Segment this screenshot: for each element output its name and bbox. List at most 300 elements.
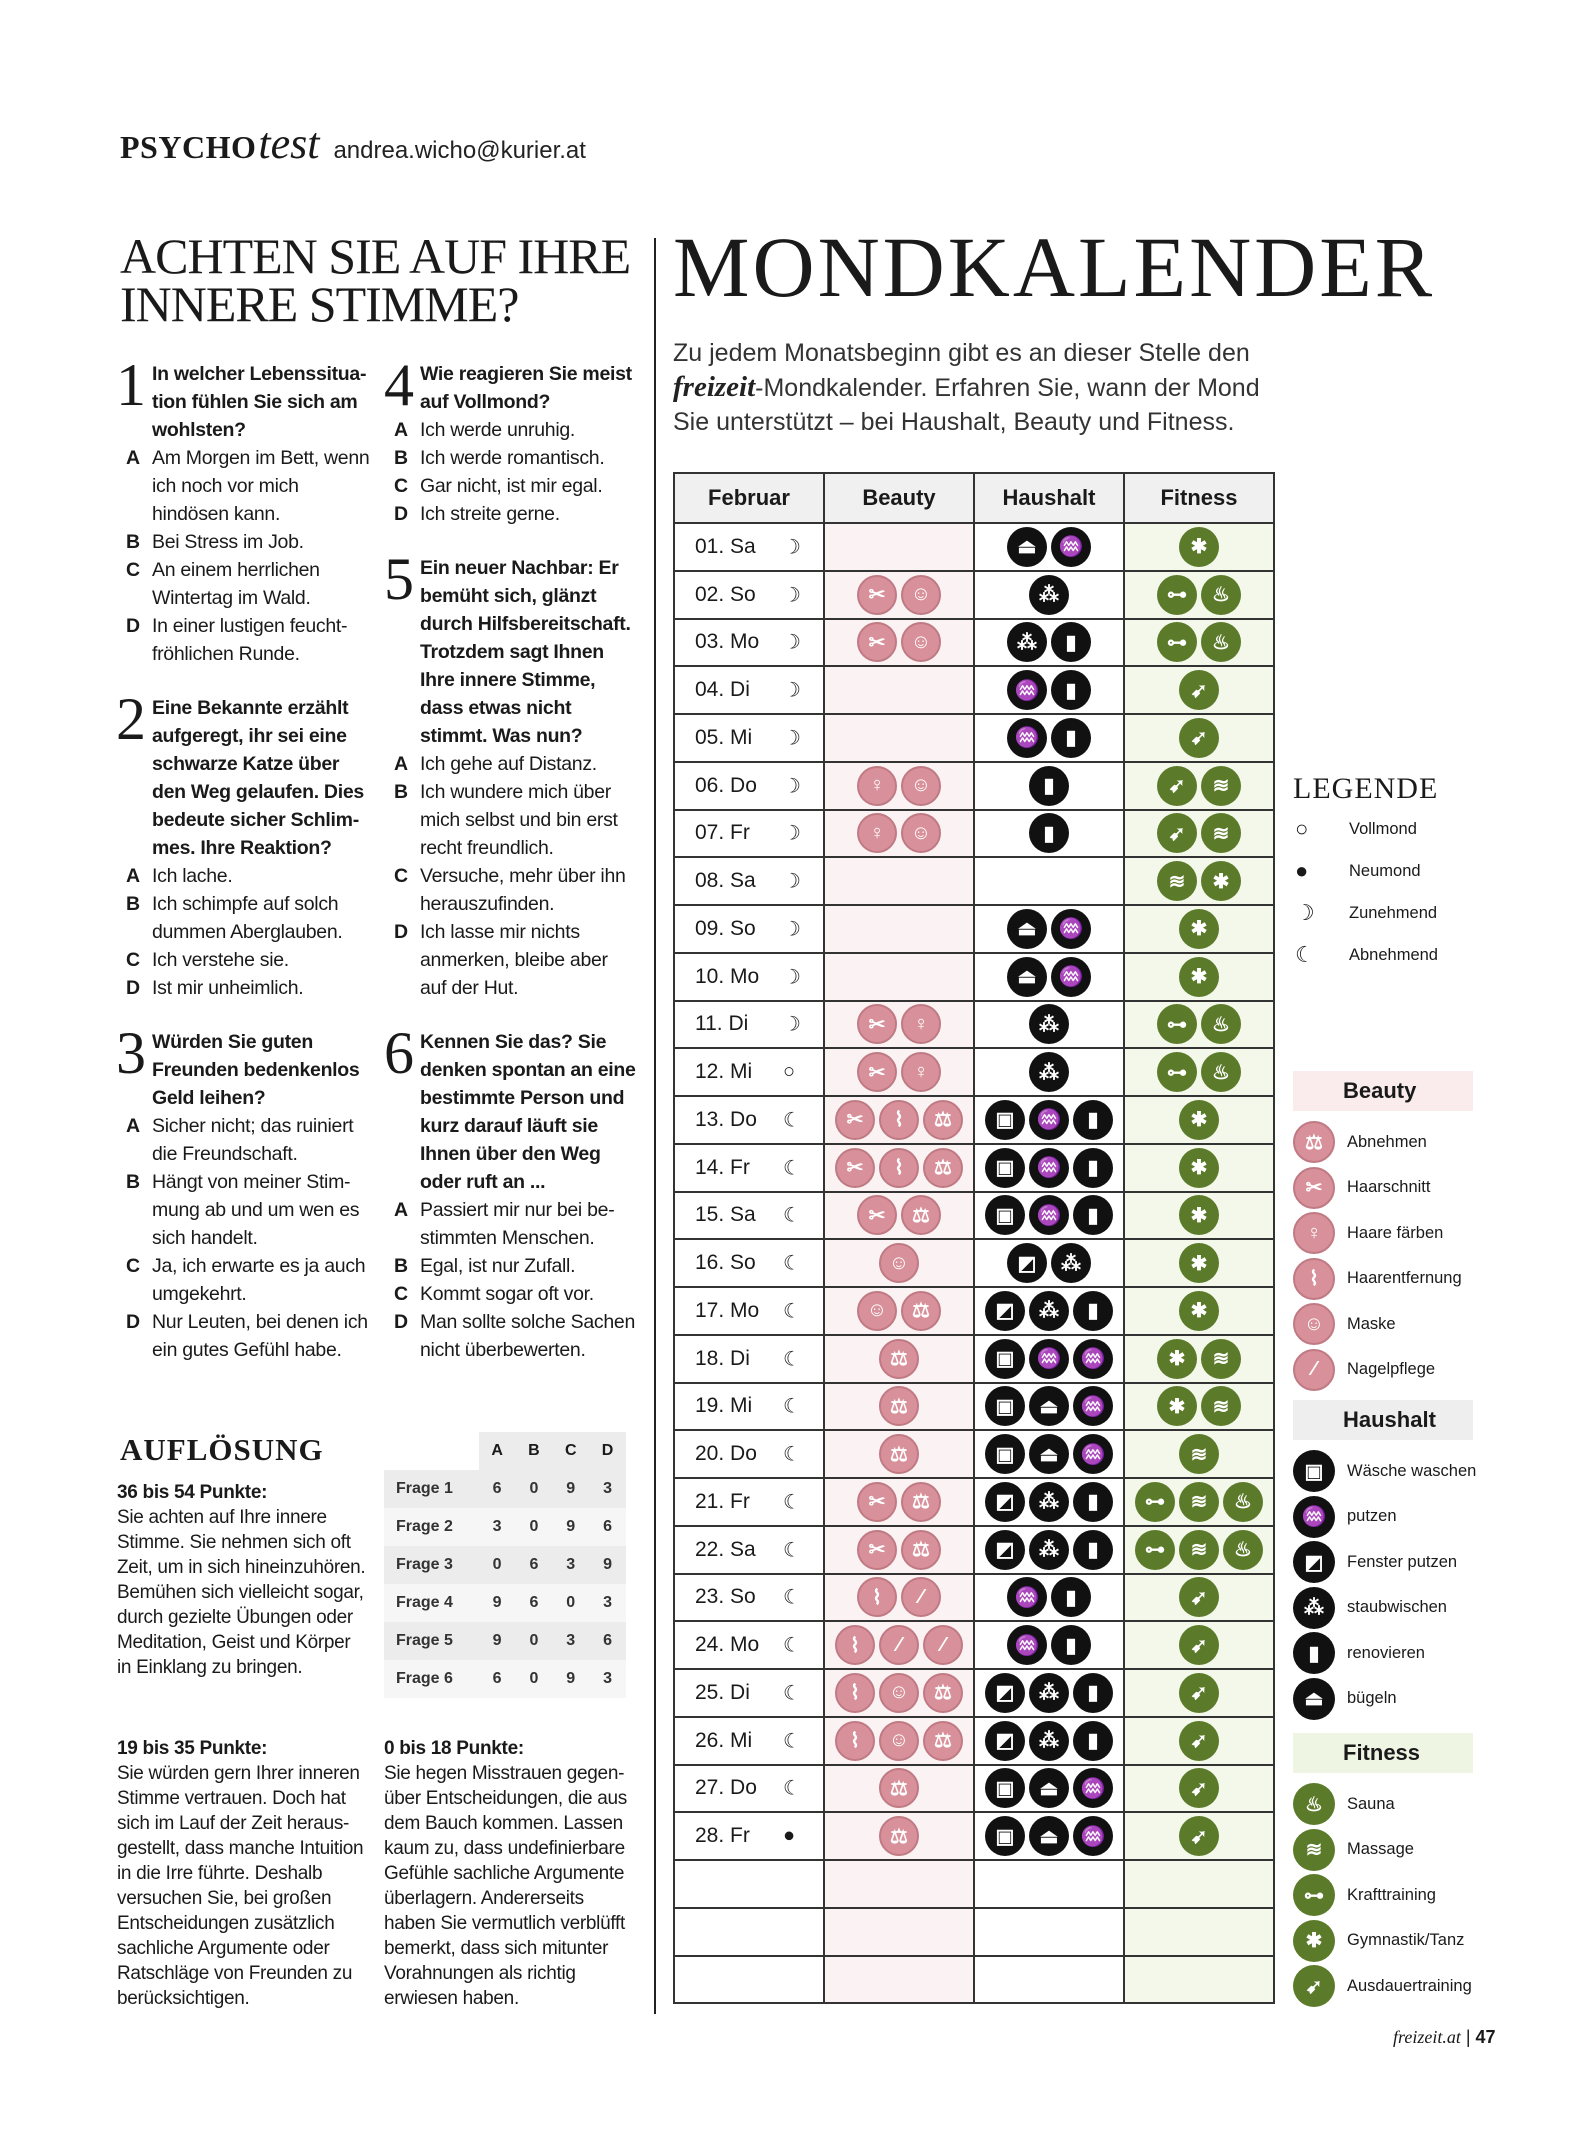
calendar-cell-h: [974, 619, 1124, 667]
calendar-day: [674, 857, 824, 905]
day-label: 23. So: [695, 1585, 756, 1609]
haare-faerben-icon: ♀: [1293, 1212, 1335, 1254]
calendar-cell-f: [1124, 1192, 1274, 1240]
calendar-cell-b: [824, 1287, 974, 1335]
answer-option[interactable]: [126, 556, 370, 612]
calendar-day: [674, 1192, 824, 1240]
abnehmen-icon: ⚖: [901, 1291, 941, 1331]
maske-icon: ☺: [901, 622, 941, 662]
staubwischen-icon: ⁂: [1029, 1291, 1069, 1331]
gymnastik-tanz-icon: ✱: [1179, 1100, 1219, 1140]
answer-letter: C: [394, 865, 408, 887]
legend-label: Haare färben: [1347, 1223, 1444, 1242]
day-label: 11. Di: [695, 1012, 749, 1036]
buegeln-icon: ⏏: [1007, 527, 1047, 567]
moon-phase-icon: ☾: [783, 1586, 801, 1609]
maske-icon: ☺: [879, 1721, 919, 1761]
result-mid-head: 19 bis 35 Punkte:: [117, 1738, 268, 1759]
legend-label: Abnehmend: [1349, 945, 1438, 964]
footer: freizeit.at | 47: [1393, 2027, 1496, 2047]
day-label: 16. So: [695, 1251, 756, 1275]
day-label: 01. Sa: [695, 534, 756, 558]
legend-label: Massage: [1347, 1840, 1414, 1858]
calendar-cell-b: [824, 1048, 974, 1096]
quiz-question: [384, 546, 638, 1002]
ausdauertraining-icon: ➹: [1179, 1673, 1219, 1713]
krafttraining-icon: ⊶: [1157, 575, 1197, 615]
answer-option[interactable]: [394, 918, 638, 1002]
calendar-col-februar: Februar: [674, 473, 824, 523]
answer-letter: A: [394, 753, 408, 775]
sauna-icon: ♨: [1293, 1783, 1335, 1825]
gymnastik-tanz-icon: ✱: [1179, 1148, 1219, 1188]
calendar-row: [674, 1096, 1274, 1144]
answer-letter: D: [394, 503, 408, 525]
score-cell: 6: [516, 1584, 553, 1622]
calendar-cell-b: [824, 762, 974, 810]
legend-moon-item: [1293, 816, 1417, 842]
score-cell: 3: [589, 1584, 626, 1622]
answer-text: Ich schimpfe auf solch dummen Aberglauben.: [152, 893, 343, 943]
legend-item: [1293, 1167, 1430, 1209]
legend-moon-item: [1293, 942, 1438, 968]
sauna-icon: ♨: [1201, 575, 1241, 615]
result-low-head: 0 bis 18 Punkte:: [384, 1738, 524, 1759]
gymnastik-tanz-icon: ✱: [1201, 861, 1241, 901]
calendar-cell-b: [824, 1717, 974, 1765]
fenster-putzen-icon: ◩: [985, 1721, 1025, 1761]
calendar-cell-h: [974, 762, 1124, 810]
calendar-day: [674, 523, 824, 571]
calendar-day: [674, 1908, 824, 1956]
calendar-row: [674, 762, 1274, 810]
massage-icon: ≋: [1201, 813, 1241, 853]
legend-title: LEGENDE: [1293, 772, 1439, 805]
calendar-row: [674, 1383, 1274, 1431]
putzen-icon: ♒: [1007, 670, 1047, 710]
gymnastik-tanz-icon: ✱: [1157, 1339, 1197, 1379]
calendar-day: [674, 1860, 824, 1908]
score-col-header: B: [528, 1442, 540, 1459]
waesche-waschen-icon: ▣: [985, 1100, 1025, 1140]
calendar-day: [674, 1287, 824, 1335]
header: [120, 118, 586, 168]
calendar-row: [674, 953, 1274, 1001]
score-cell: 6: [603, 1632, 613, 1649]
staubwischen-icon: ⁂: [1029, 1530, 1069, 1570]
score-cell: 9: [492, 1632, 502, 1649]
score-cell: Frage 6: [384, 1660, 479, 1698]
calendar-row: [674, 1478, 1274, 1526]
abnehmen-icon: ⚖: [923, 1148, 963, 1188]
moon-symbol-icon: ●: [1295, 858, 1309, 883]
calendar-row: [674, 1048, 1274, 1096]
calendar-cell-b: [824, 1765, 974, 1813]
legend-item: [1293, 1258, 1462, 1300]
day-label: 27. Do: [695, 1776, 757, 1800]
calendar-cell-h: [974, 1812, 1124, 1860]
answer-option[interactable]: [126, 528, 370, 556]
renovieren-icon: ▮: [1051, 622, 1091, 662]
buegeln-icon: ⏏: [1293, 1678, 1335, 1720]
answer-option[interactable]: [126, 1252, 370, 1308]
massage-icon: ≋: [1293, 1829, 1335, 1871]
answer-option[interactable]: [126, 1168, 370, 1252]
quiz-question: [384, 352, 638, 528]
quiz-question: [116, 352, 370, 668]
haare-faerben-icon: ♀: [857, 766, 897, 806]
answer-text: Nur Leuten, bei denen ich ein gutes Gefühl habe.: [152, 1311, 368, 1361]
answer-option[interactable]: [394, 1196, 638, 1252]
answer-option[interactable]: [126, 612, 370, 668]
ausdauertraining-icon: ➹: [1293, 1965, 1335, 2007]
calendar-cell-f: [1124, 523, 1274, 571]
legend-item: [1293, 1587, 1447, 1629]
legend-label: Ausdauertraining: [1347, 1976, 1472, 1995]
staubwischen-icon: ⁂: [1029, 1004, 1069, 1044]
ausdauertraining-icon: ➹: [1179, 1577, 1219, 1617]
answer-option[interactable]: [394, 444, 638, 472]
ausdauertraining-icon: ➹: [1157, 766, 1197, 806]
calendar-col-fitness: Fitness: [1124, 473, 1274, 523]
answer-option[interactable]: [394, 1280, 638, 1308]
answer-option[interactable]: [394, 472, 638, 500]
putzen-icon: ♒: [1073, 1339, 1113, 1379]
calendar-cell-b: [824, 1526, 974, 1574]
calendar-cell-b: [824, 1478, 974, 1526]
answer-text: An einem herrlichen Wintertag im Wald.: [152, 559, 320, 609]
calendar-day: [674, 1144, 824, 1192]
calendar-day: [674, 810, 824, 858]
fenster-putzen-icon: ◩: [985, 1482, 1025, 1522]
day-label: 05. Mi: [695, 725, 753, 749]
calendar-cell-b: [824, 1860, 974, 1908]
moon-phase-icon: ☾: [783, 1491, 801, 1514]
calendar-day: [674, 1812, 824, 1860]
sauna-icon: ♨: [1223, 1530, 1263, 1570]
renovieren-icon: ▮: [1029, 813, 1069, 853]
calendar-cell-h: [974, 666, 1124, 714]
calendar-cell-h: [974, 1956, 1124, 2004]
calendar-cell-b: [824, 714, 974, 762]
calendar-day: [674, 1717, 824, 1765]
legend-item: [1293, 1496, 1397, 1538]
answer-text: Kommt sogar oft vor.: [420, 1283, 594, 1305]
haarschnitt-icon: ✂: [857, 1530, 897, 1570]
buegeln-icon: ⏏: [1029, 1386, 1069, 1426]
calendar-cell-h: [974, 1335, 1124, 1383]
calendar-cell-f: [1124, 1048, 1274, 1096]
calendar-cell-h: [974, 1096, 1124, 1144]
calendar-day: [674, 1526, 824, 1574]
waesche-waschen-icon: ▣: [985, 1195, 1025, 1235]
haarschnitt-icon: ✂: [835, 1148, 875, 1188]
legend-label: putzen: [1347, 1507, 1397, 1525]
putzen-icon: ♒: [1293, 1496, 1335, 1538]
staubwischen-icon: ⁂: [1051, 1243, 1091, 1283]
day-label: 06. Do: [695, 773, 757, 797]
renovieren-icon: ▮: [1293, 1632, 1335, 1674]
calendar-cell-h: [974, 1669, 1124, 1717]
putzen-icon: ♒: [1073, 1434, 1113, 1474]
buegeln-icon: ⏏: [1029, 1768, 1069, 1808]
calendar-day: [674, 571, 824, 619]
answer-text: Egal, ist nur Zufall.: [420, 1255, 576, 1277]
quiz-question: [116, 686, 370, 1002]
score-cell: 0: [529, 1632, 539, 1649]
haarschnitt-icon: ✂: [857, 575, 897, 615]
score-col-header: D: [601, 1442, 614, 1459]
answer-option[interactable]: [394, 862, 638, 918]
legend-item: [1293, 1349, 1435, 1391]
calendar-cell-h: [974, 1430, 1124, 1478]
answer-option[interactable]: [394, 500, 638, 528]
calendar-col-haushalt: Haushalt: [974, 473, 1124, 523]
answer-letter: B: [394, 781, 408, 803]
waesche-waschen-icon: ▣: [985, 1434, 1025, 1474]
question-number: 2: [116, 686, 146, 752]
author-email[interactable]: andrea.wicho@kurier.at: [333, 137, 586, 164]
putzen-icon: ♒: [1029, 1100, 1069, 1140]
question-number: 5: [384, 546, 414, 612]
waesche-waschen-icon: ▣: [1293, 1450, 1335, 1492]
answer-letter: B: [126, 893, 140, 915]
calendar-row: [674, 1430, 1274, 1478]
haarschnitt-icon: ✂: [857, 1482, 897, 1522]
legend-label: Fenster putzen: [1347, 1552, 1458, 1571]
putzen-icon: ♒: [1051, 909, 1091, 949]
answer-option[interactable]: [126, 946, 370, 974]
haarentfernung-icon: ⌇: [857, 1577, 897, 1617]
massage-icon: ≋: [1179, 1530, 1219, 1570]
question-number: 1: [116, 352, 146, 418]
day-label: 22. Sa: [695, 1537, 756, 1561]
gymnastik-tanz-icon: ✱: [1179, 1291, 1219, 1331]
calendar-cell-f: [1124, 1096, 1274, 1144]
haarschnitt-icon: ✂: [1293, 1167, 1335, 1209]
ausdauertraining-icon: ➹: [1179, 1721, 1219, 1761]
answer-option[interactable]: [126, 1112, 370, 1168]
abnehmen-icon: ⚖: [879, 1386, 919, 1426]
calendar-cell-f: [1124, 905, 1274, 953]
renovieren-icon: ▮: [1073, 1721, 1113, 1761]
answer-letter: A: [394, 419, 408, 441]
answer-option[interactable]: [394, 750, 638, 778]
answer-letter: B: [394, 447, 408, 469]
calendar-cell-h: [974, 1574, 1124, 1622]
score-cell: Frage 3: [396, 1556, 453, 1573]
score-cell: 9: [552, 1508, 589, 1546]
answer-text: Ich lache.: [152, 865, 233, 887]
answer-option[interactable]: [394, 778, 638, 862]
haare-faerben-icon: ♀: [901, 1052, 941, 1092]
moon-phase-icon: ☾: [783, 1204, 801, 1227]
legend-label: Haarschnitt: [1347, 1178, 1431, 1196]
renovieren-icon: ▮: [1073, 1530, 1113, 1570]
haarentfernung-icon: ⌇: [835, 1625, 875, 1665]
renovieren-icon: ▮: [1029, 766, 1069, 806]
calendar-cell-f: [1124, 1956, 1274, 2004]
maske-icon: ☺: [879, 1243, 919, 1283]
result-high-head: 36 bis 54 Punkte:: [117, 1482, 268, 1503]
moon-phase-icon: ☽: [783, 679, 801, 702]
calendar-day: [674, 1669, 824, 1717]
answer-option[interactable]: [126, 974, 370, 1002]
haarschnitt-icon: ✂: [857, 1195, 897, 1235]
renovieren-icon: ▮: [1073, 1482, 1113, 1522]
calendar-row: [674, 857, 1274, 905]
sauna-icon: ♨: [1223, 1482, 1263, 1522]
calendar-row: [674, 1765, 1274, 1813]
calendar-day: [674, 1765, 824, 1813]
answer-text: Versuche, mehr über ihn herauszufinden.: [420, 865, 626, 915]
putzen-icon: ♒: [1073, 1386, 1113, 1426]
renovieren-icon: ▮: [1051, 1625, 1091, 1665]
gymnastik-tanz-icon: ✱: [1179, 909, 1219, 949]
answer-option[interactable]: [394, 416, 638, 444]
haare-faerben-icon: ♀: [901, 1004, 941, 1044]
fenster-putzen-icon: ◩: [1007, 1243, 1047, 1283]
haarschnitt-icon: ✂: [857, 1052, 897, 1092]
answer-letter: D: [394, 1311, 408, 1333]
moon-phase-icon: ☽: [783, 775, 801, 798]
legend-label: Zunehmend: [1349, 903, 1438, 922]
answer-letter: A: [126, 1115, 140, 1137]
renovieren-icon: ▮: [1051, 1577, 1091, 1617]
score-cell: Frage 2: [384, 1508, 479, 1546]
calendar-row: [674, 1001, 1274, 1049]
abnehmen-icon: ⚖: [901, 1195, 941, 1235]
calendar-row: [674, 1192, 1274, 1240]
answer-option[interactable]: [126, 1308, 370, 1364]
result-low: [384, 1736, 634, 2011]
calendar-cell-f: [1124, 1001, 1274, 1049]
krafttraining-icon: ⊶: [1293, 1874, 1335, 1916]
calendar-row: [674, 1860, 1274, 1908]
answer-option[interactable]: [394, 1308, 638, 1364]
staubwischen-icon: ⁂: [1029, 1721, 1069, 1761]
answer-option[interactable]: [126, 890, 370, 946]
answer-text: Passiert mir nur bei bestimmten Menschen.: [420, 1199, 615, 1249]
calendar-row: [674, 905, 1274, 953]
waesche-waschen-icon: ▣: [985, 1816, 1025, 1856]
nagelpflege-icon: ⁄: [879, 1625, 919, 1665]
day-label: 07. Fr: [695, 821, 750, 845]
massage-icon: ≋: [1201, 1339, 1241, 1379]
calendar-day: [674, 1096, 824, 1144]
page-number: 47: [1475, 2027, 1496, 2047]
moon-phase-icon: ○: [783, 1060, 796, 1083]
moon-symbol-icon: ☾: [1295, 942, 1315, 967]
calendar-cell-h: [974, 1908, 1124, 1956]
calendar-cell-f: [1124, 1574, 1274, 1622]
renovieren-icon: ▮: [1051, 670, 1091, 710]
answer-text: Ich lasse mir nichts anmerken, bleibe aber auf der Hut.: [420, 921, 608, 999]
aufloesung-title: AUFLÖSUNG: [120, 1432, 324, 1467]
answer-text: Ist mir unheimlich.: [152, 977, 304, 999]
calendar-cell-b: [824, 571, 974, 619]
calendar-cell-h: [974, 1001, 1124, 1049]
maske-icon: ☺: [901, 575, 941, 615]
score-cell: 3: [479, 1508, 516, 1546]
score-cell: 6: [479, 1660, 516, 1698]
calendar-cell-b: [824, 953, 974, 1001]
putzen-icon: ♒: [1051, 957, 1091, 997]
score-cell: 6: [589, 1508, 626, 1546]
renovieren-icon: ▮: [1073, 1100, 1113, 1140]
calendar-cell-b: [824, 1239, 974, 1287]
answer-text: Ja, ich erwarte es ja auch umgekehrt.: [152, 1255, 366, 1305]
day-label: 19. Mi: [695, 1394, 753, 1418]
moon-phase-icon: ☾: [783, 1634, 801, 1657]
calendar-cell-f: [1124, 1526, 1274, 1574]
answer-letter: C: [394, 475, 408, 497]
calendar-cell-h: [974, 810, 1124, 858]
answer-letter: D: [126, 615, 140, 637]
calendar-cell-f: [1124, 1860, 1274, 1908]
day-label: 02. So: [695, 582, 756, 606]
quiz-question: [384, 1020, 638, 1364]
day-label: 28. Fr: [695, 1824, 750, 1848]
calendar-cell-f: [1124, 953, 1274, 1001]
answer-text: Gar nicht, ist mir egal.: [420, 475, 603, 497]
day-label: 08. Sa: [695, 869, 756, 893]
answer-letter: D: [126, 1311, 140, 1333]
moon-phase-icon: ☾: [783, 1730, 801, 1753]
abnehmen-icon: ⚖: [901, 1530, 941, 1570]
score-cell: 9: [566, 1480, 576, 1497]
calendar-cell-f: [1124, 810, 1274, 858]
result-mid-text: Sie würden gern Ihrer inneren Stimme vertrauen. Doch hat sich im Lauf der Zeit herausgestellt, dass manche Intuition in die Irre führte. Deshalb versuchen Sie, bei großen Entscheidungen zusätzlich sachliche Argumente oder Ratschläge von Freunden zu berücksichtigen.: [117, 1763, 364, 2009]
buegeln-icon: ⏏: [1029, 1434, 1069, 1474]
answer-option[interactable]: [126, 444, 370, 528]
calendar-cell-b: [824, 1956, 974, 2004]
calendar-row: [674, 666, 1274, 714]
ausdauertraining-icon: ➹: [1179, 718, 1219, 758]
day-label: 15. Sa: [695, 1203, 756, 1227]
calendar-cell-b: [824, 1335, 974, 1383]
answer-option[interactable]: [126, 862, 370, 890]
footer-site[interactable]: freizeit.at: [1393, 2027, 1461, 2047]
score-cell: Frage 4: [384, 1584, 479, 1622]
answer-letter: A: [394, 1199, 408, 1221]
score-row: [384, 1546, 626, 1584]
calendar-row: [674, 1956, 1274, 2004]
answer-letter: C: [126, 949, 140, 971]
gymnastik-tanz-icon: ✱: [1293, 1920, 1335, 1962]
score-cell: 0: [492, 1556, 502, 1573]
moon-phase-icon: ☾: [783, 1252, 801, 1275]
buegeln-icon: ⏏: [1007, 957, 1047, 997]
answer-text: Ich verstehe sie.: [152, 949, 289, 971]
maske-icon: ☺: [901, 813, 941, 853]
day-label: 03. Mo: [695, 630, 760, 654]
abnehmen-icon: ⚖: [923, 1100, 963, 1140]
quiz-column-2: [384, 352, 638, 1390]
answer-letter: A: [126, 447, 140, 469]
calendar-cell-f: [1124, 857, 1274, 905]
answer-option[interactable]: [394, 1252, 638, 1280]
calendar-row: [674, 1908, 1274, 1956]
calendar-cell-f: [1124, 1335, 1274, 1383]
score-cell: 3: [589, 1660, 626, 1698]
waesche-waschen-icon: ▣: [985, 1339, 1025, 1379]
calendar-cell-h: [974, 1239, 1124, 1287]
calendar-cell-h: [974, 1192, 1124, 1240]
putzen-icon: ♒: [1051, 527, 1091, 567]
calendar-day: [674, 762, 824, 810]
legend-label: Haarentfernung: [1347, 1269, 1462, 1287]
